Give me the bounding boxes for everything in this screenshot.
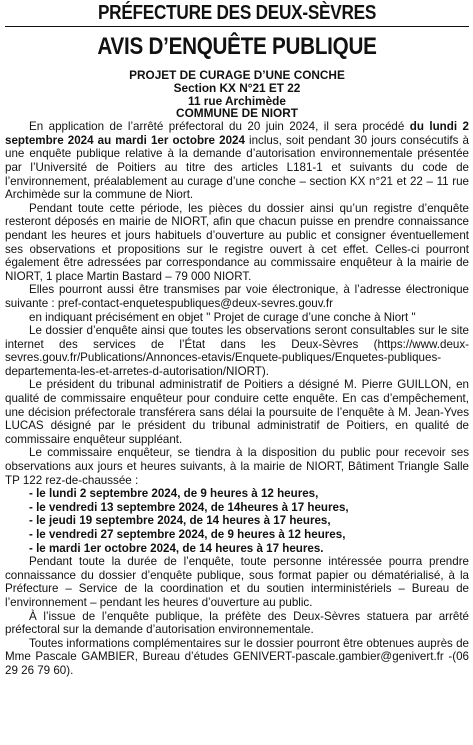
- paragraph-contact: Toutes informations complémentaires sur le dossier pourront être obtenues auprès de Mme Pascale GAMBIER, Bureau d’études GENIVERT-pascale.gambier@genivert.fr -(06 29 26 79 60).: [5, 636, 469, 677]
- project-commune: COMMUNE DE NIORT: [176, 106, 298, 121]
- permanence-date: - le mardi 1er octobre 2024, de 14 heures à 17 heures.: [29, 541, 324, 555]
- paragraph-website: Le dossier d’enquête ainsi que toutes les observations seront consultables sur le site internet des services de l’État dans les Deux-Sèvres (https://www.deux-sevres.gouv.fr/Publications/Annonces-etavis/Enquete-publiques/Enquetes-publiques-departementa-les-et-arretes-d-autorisation/NIORT).: [5, 324, 469, 378]
- heading-divider: [5, 26, 469, 27]
- electronic-address: Elles pourront aussi être transmises par voie électronique, à l’adresse électronique suivante : pref-contact-enquetespubliques@deux-sevres.gouv.fr: [5, 283, 469, 310]
- project-address: 11 rue Archimède: [188, 93, 286, 108]
- project-name: PROJET DE CURAGE D’UNE CONCHE: [129, 68, 345, 82]
- permanence-dates: [5, 487, 469, 555]
- paragraph-electronic: [5, 283, 469, 324]
- paragraph-consultation: Pendant toute la durée de l’enquête, toute personne intéressée pourra prendre connaissance du dossier d’enquête publique, sous format papier ou dématérialisé, à la Préfecture – Service de la coordination et du soutien interministériels – Bureau de l’environnement – pendant les heures d’ouverture au public.: [5, 555, 469, 609]
- paragraph-application: En application de l’arrêté préfectoral du 20 juin 2024, il sera procédé du lundi 2 septembre 2024 au mardi 1er octobre 2024 inclus, soit pendant 30 jours consécutifs à une enquête publique relative à la demande d’autorisation environnementale présentée par l’Université de Poitiers au titre des articles L181-1 et suivants du code de l’environnement, préalablement au curage d’une conche – section KX n°21 et 22 – 11 rue Archimède sur la commune de Niort.: [5, 120, 469, 202]
- paragraph-permanences: Le commissaire enquêteur, se tiendra à la disposition du public pour recevoir ses observations aux jours et heures suivants, à la mairie de NIORT, Bâtiment Triangle Salle TP 122 rez-de-chaussée :: [5, 446, 469, 487]
- notice-body: [5, 120, 469, 677]
- permanence-date: - le jeudi 19 septembre 2024, de 14 heures à 17 heures,: [29, 514, 331, 528]
- email-subject: en indiquant précisément en objet " Projet de curage d’une conche à Niort ": [29, 310, 416, 324]
- paragraph-registry: Pendant toute cette période, les pièces du dossier ainsi qu’un registre d’enquête resteront déposés en mairie de NIORT, afin que chacun puisse en prendre connaissance pendant les heures et jours habituels d’ouverture au public et consigner éventuellement ses observations et propositions sur le registre ouvert à cet effet. Celles-ci pourront également être adressées par correspondance au commissaire enquêteur à la mairie de NIORT, 1 place Martin Bastard – 79 000 NIORT.: [5, 201, 469, 283]
- paragraph-commissioner: Le président du tribunal administratif de Poitiers a désigné M. Pierre GUILLON, en qualité de commissaire enquêteur pour conduire cette enquête. En cas d’empêchement, une décision préfectorale transférera sans délai la poursuite de l’enquête à M. Jean-Yves LUCAS désigné par le président du tribunal administratif de Poitiers, en qualité de commissaire enquêteur suppléant.: [5, 378, 469, 446]
- project-subtitle: [5, 69, 469, 120]
- permanence-date: - le vendredi 13 septembre 2024, de 14heures à 17 heures,: [29, 500, 349, 514]
- prefecture-heading: PRÉFECTURE DES DEUX-SÈVRES: [97, 2, 377, 24]
- project-section: Section KX N°21 ET 22: [173, 80, 301, 95]
- notice-title: AVIS D’ENQUÊTE PUBLIQUE: [97, 33, 377, 60]
- inquiry-period: du lundi 2 septembre 2024 au mardi 1er octobre 2024: [5, 120, 469, 147]
- paragraph-decision: À l’issue de l’enquête publique, la préfète des Deux-Sèvres statuera par arrêté préfectoral sur la demande d’autorisation environnementale.: [5, 609, 469, 637]
- permanence-date: - le lundi 2 septembre 2024, de 9 heures à 12 heures,: [29, 487, 319, 501]
- permanence-date: - le vendredi 27 septembre 2024, de 9 heures à 12 heures,: [29, 528, 346, 541]
